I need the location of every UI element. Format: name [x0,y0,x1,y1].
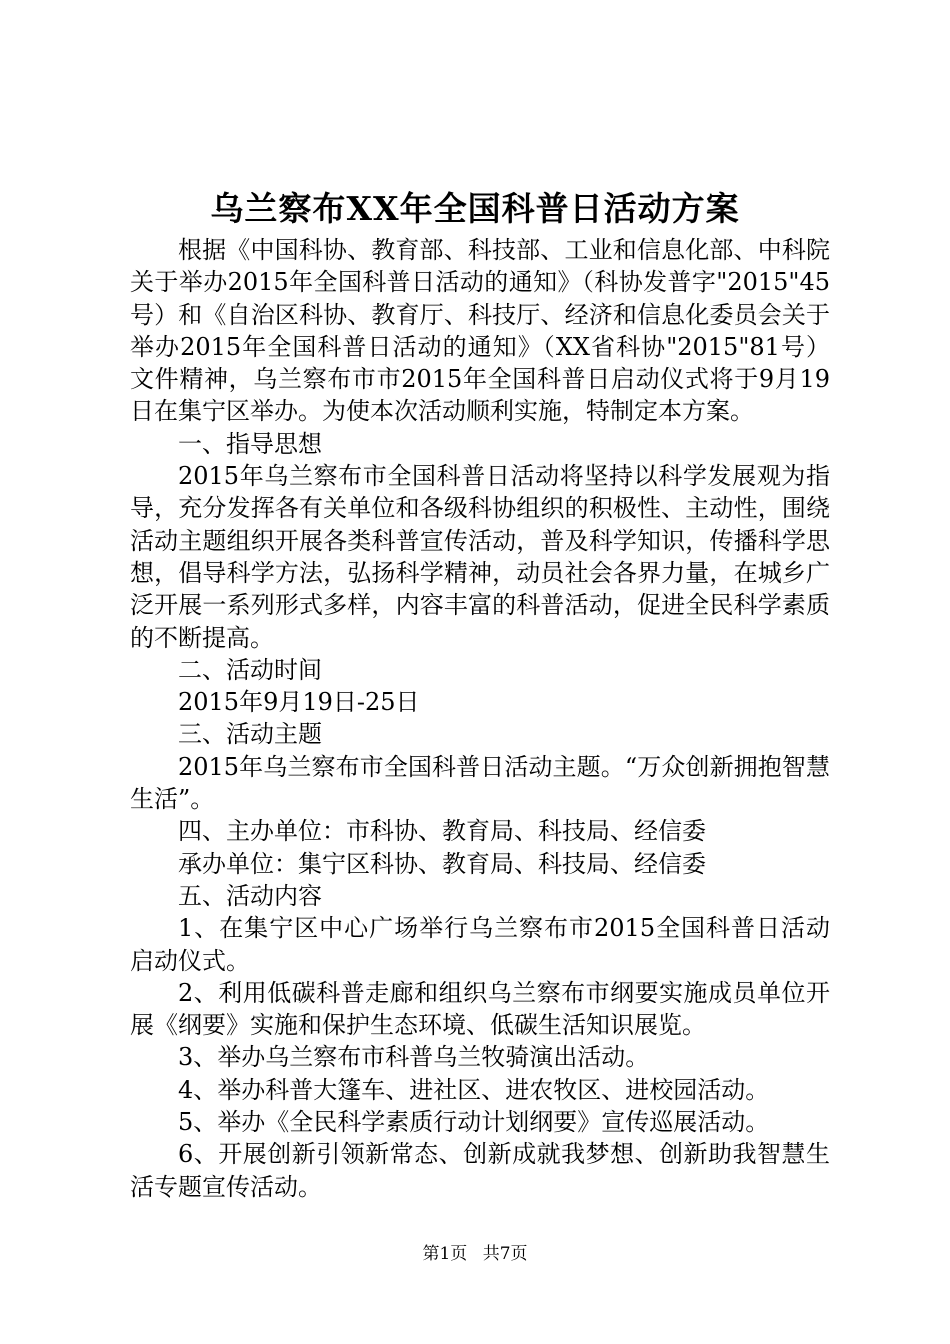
section-heading-activity-theme: 三、活动主题 [178,720,322,749]
page-number-current: 第1页 [422,1244,468,1264]
section-heading-activity-time: 二、活动时间 [178,655,322,684]
list-item-content-2: 2、利用低碳科普走廊和组织乌兰察布市纲要实施成员单位开展《纲要》实施和保护生态环境、低碳生活知识展览。 [130,978,830,1040]
list-item-content-3: 3、举办乌兰察布市科普乌兰牧骑演出活动。 [178,1043,650,1072]
paragraph-guiding-ideology: 2015年乌兰察布市全国科普日活动将坚持以科学发展观为指导，充分发挥各有关单位和各级科协组织的积极性、主动性，围绕活动主题组织开展各类科普宣传活动，普及科学知识，传播科学思想，倡导科学方法，弘扬科学精神，动员社会各界力量，在城乡广泛开展一系列形式多样，内容丰富的科普活动，促进全民科学素质的不断提高。 [130,462,830,652]
list-item-content-6: 6、开展创新引领新常态、创新成就我梦想、创新助我智慧生活专题宣传活动。 [130,1140,830,1201]
list-item-content-4: 4、举办科普大篷车、进社区、进农牧区、进校园活动。 [178,1075,770,1104]
section-heading-guiding-ideology: 一、指导思想 [178,429,322,458]
list-item-content-1: 1、在集宁区中心广场举行乌兰察布市2015全国科普日活动启动仪式。 [130,914,830,975]
document-title: 乌兰察布XX年全国科普日活动方案 [210,189,740,228]
list-item-content-5: 5、举办《全民科学素质行动计划纲要》宣传巡展活动。 [178,1108,770,1137]
paragraph-activity-theme: 2015年乌兰察布市全国科普日活动主题。“万众创新拥抱智慧生活”。 [130,752,830,814]
paragraph-co-organizers: 承办单位：集宁区科协、教育局、科技局、经信委 [178,849,706,878]
paragraph-intro: 根据《中国科协、教育部、科技部、工业和信息化部、中科院关于举办2015年全国科普日活动的通知》（科协发普字"2015"45号）和《自治区科协、教育厅、科技厅、经济和信息化委员会关于举办2015年全国科普日活动的通知》（XX省科协"2015"81号）文件精神，乌兰察布市市2015年全国科普日启动仪式将于9月19日在集宁区举办。为使本次活动顺利实施，特制定本方案。 [130,236,830,426]
paragraph-organizers: 四、主办单位：市科协、教育局、科技局、经信委 [178,817,706,846]
paragraph-activity-time: 2015年9月19日-25日 [178,688,420,717]
document-body [130,234,830,1203]
page-footer [0,1242,950,1266]
page-number-total: 共7页 [482,1244,528,1264]
section-heading-activity-content: 五、活动内容 [178,881,322,910]
